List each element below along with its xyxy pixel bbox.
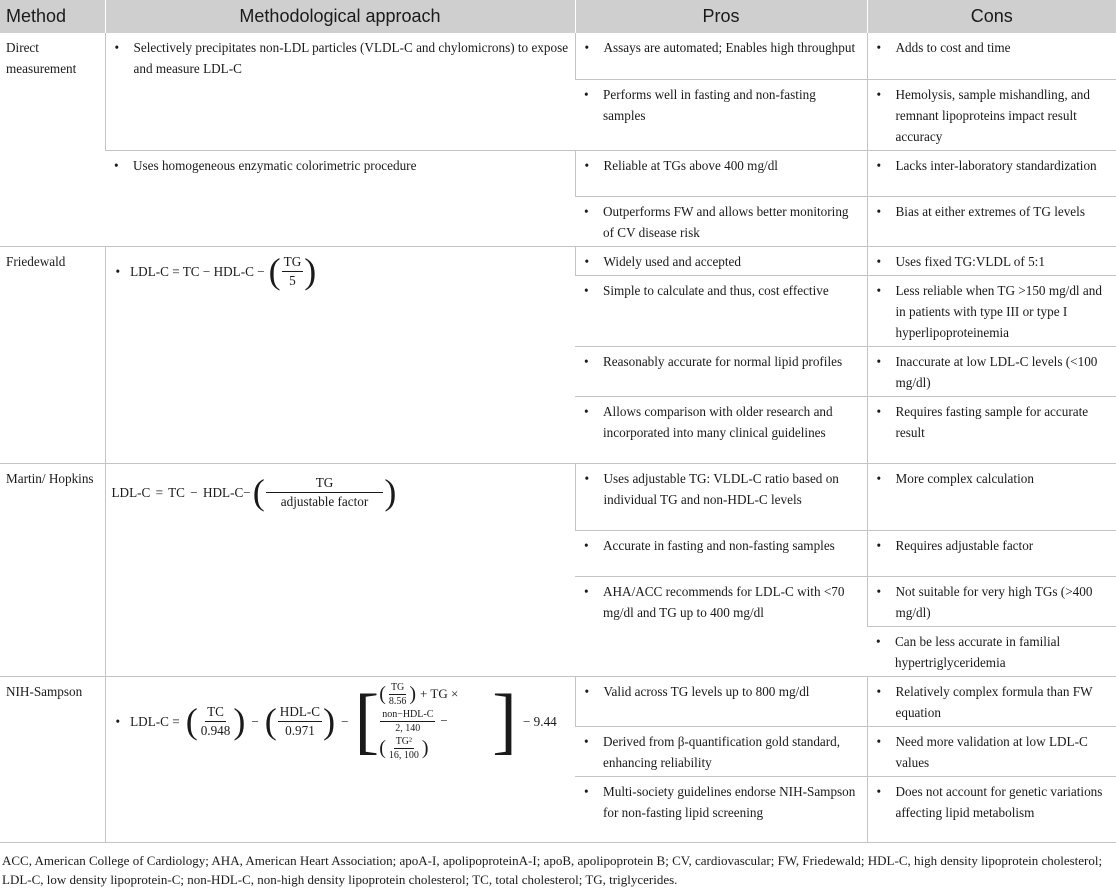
method-direct: Direct measurement (0, 33, 105, 246)
martin-hopkins-formula: LDL-C = TC − HDL-C− ( $\frac{TG}{\text{adjustable factor}}$ ) (111, 472, 397, 512)
method-friedewald: Friedewald (0, 246, 105, 463)
header-method: Method (0, 0, 105, 33)
nih-sampson-formula: • LDL-C = ( $\frac{TC}{0.948}$ ) − ( $\frac{\text{HDL-C}}{0.971}$ ) − [ ( $\frac{TG}{8.56}$ ) + TG × $\frac{\text{non−HDL-C}}{2, 140}$ − ( $\frac{\text{TG²}}{16, 100}$ ) ] − 9.44 (115, 680, 557, 762)
con-item: • Can be less accurate in familial hypertriglyceridemia (873, 631, 1110, 673)
pro-item: • Accurate in fasting and non-fasting samples (581, 535, 861, 556)
con-item: • Need more validation at low LDL-C values (874, 731, 1111, 773)
table-row (0, 463, 1116, 530)
con-item: • Less reliable when TG >150 mg/dl and in patients with type III or type I hyperlipoproteinemia (874, 280, 1111, 343)
friedewald-formula: • LDL-C = TC − HDL-C − ( $\frac{TG}{5}$ ) (115, 251, 317, 291)
table-row (0, 676, 1116, 726)
pro-item: • Valid across TG levels up to 800 mg/dl (582, 681, 861, 702)
table-row (0, 150, 1116, 196)
con-item: • Not suitable for very high TGs (>400 mg/dl) (874, 581, 1111, 623)
header-row (0, 0, 1116, 33)
pro-item: • Assays are automated; Enables high throughput (582, 37, 861, 58)
pro-item: • Uses adjustable TG: VLDL-C ratio based on individual TG and non-HDL-C levels (582, 468, 861, 510)
con-item: • Lacks inter-laboratory standardization (874, 155, 1111, 176)
con-item: • Hemolysis, sample mishandling, and remnant lipoproteins impact result accuracy (874, 84, 1111, 147)
method-nih-sampson: NIH-Sampson (0, 676, 105, 842)
pro-item: • Multi-society guidelines endorse NIH-Sampson for non-fasting lipid screening (581, 781, 861, 823)
con-item: • More complex calculation (874, 468, 1111, 489)
pro-item: • Simple to calculate and thus, cost effective (581, 280, 861, 301)
con-item: • Requires adjustable factor (874, 535, 1111, 556)
con-item: • Uses fixed TG:VLDL of 5:1 (874, 251, 1111, 272)
pro-item: • Performs well in fasting and non-fasting samples (581, 84, 861, 126)
con-item: • Inaccurate at low LDL-C levels (<100 mg/dl) (874, 351, 1111, 393)
table-row (0, 33, 1116, 79)
table-footnote: ACC, American College of Cardiology; AHA, American Heart Association; apoA-I, apolipoproteinA-I; apoB, apolipoprotein B; CV, cardiovascular; FW, Friedewald; HDL-C, high density lipoprotein cholesterol; LDL-C, low density lipoprotein-C; non-HDL-C, non-high density lipoprotein cholesterol; TC, total cholesterol; TG, triglycerides. (2, 852, 1103, 887)
header-approach: Methodological approach (105, 0, 575, 33)
pro-item: • Widely used and accepted (582, 251, 861, 272)
pro-item: • Reasonably accurate for normal lipid profiles (581, 351, 861, 372)
header-cons: Cons (867, 0, 1116, 33)
approach-text: • Uses homogeneous enzymatic colorimetric procedure (111, 155, 569, 176)
pro-item: • Derived from β-quantification gold standard, enhancing reliability (581, 731, 861, 773)
pro-item: • AHA/ACC recommends for LDL-C with <70 mg/dl and TG up to 400 mg/dl (581, 581, 861, 623)
con-item: • Adds to cost and time (874, 37, 1111, 58)
header-pros: Pros (575, 0, 867, 33)
pro-item: • Allows comparison with older research and incorporated into many clinical guidelines (581, 401, 861, 443)
con-item: • Does not account for genetic variations affecting lipid metabolism (874, 781, 1111, 823)
con-item: • Relatively complex formula than FW equation (874, 681, 1111, 723)
pro-item: • Outperforms FW and allows better monitoring of CV disease risk (581, 201, 861, 243)
con-item: • Requires fasting sample for accurate result (874, 401, 1111, 443)
method-martin-hopkins: Martin/ Hopkins (0, 463, 105, 676)
approach-text: • Selectively precipitates non-LDL particles (VLDL-C and chylomicrons) to expose and measure LDL-C (112, 37, 569, 79)
pro-item: • Reliable at TGs above 400 mg/dl (582, 155, 861, 176)
con-item: • Bias at either extremes of TG levels (874, 201, 1111, 222)
table-row (0, 246, 1116, 275)
